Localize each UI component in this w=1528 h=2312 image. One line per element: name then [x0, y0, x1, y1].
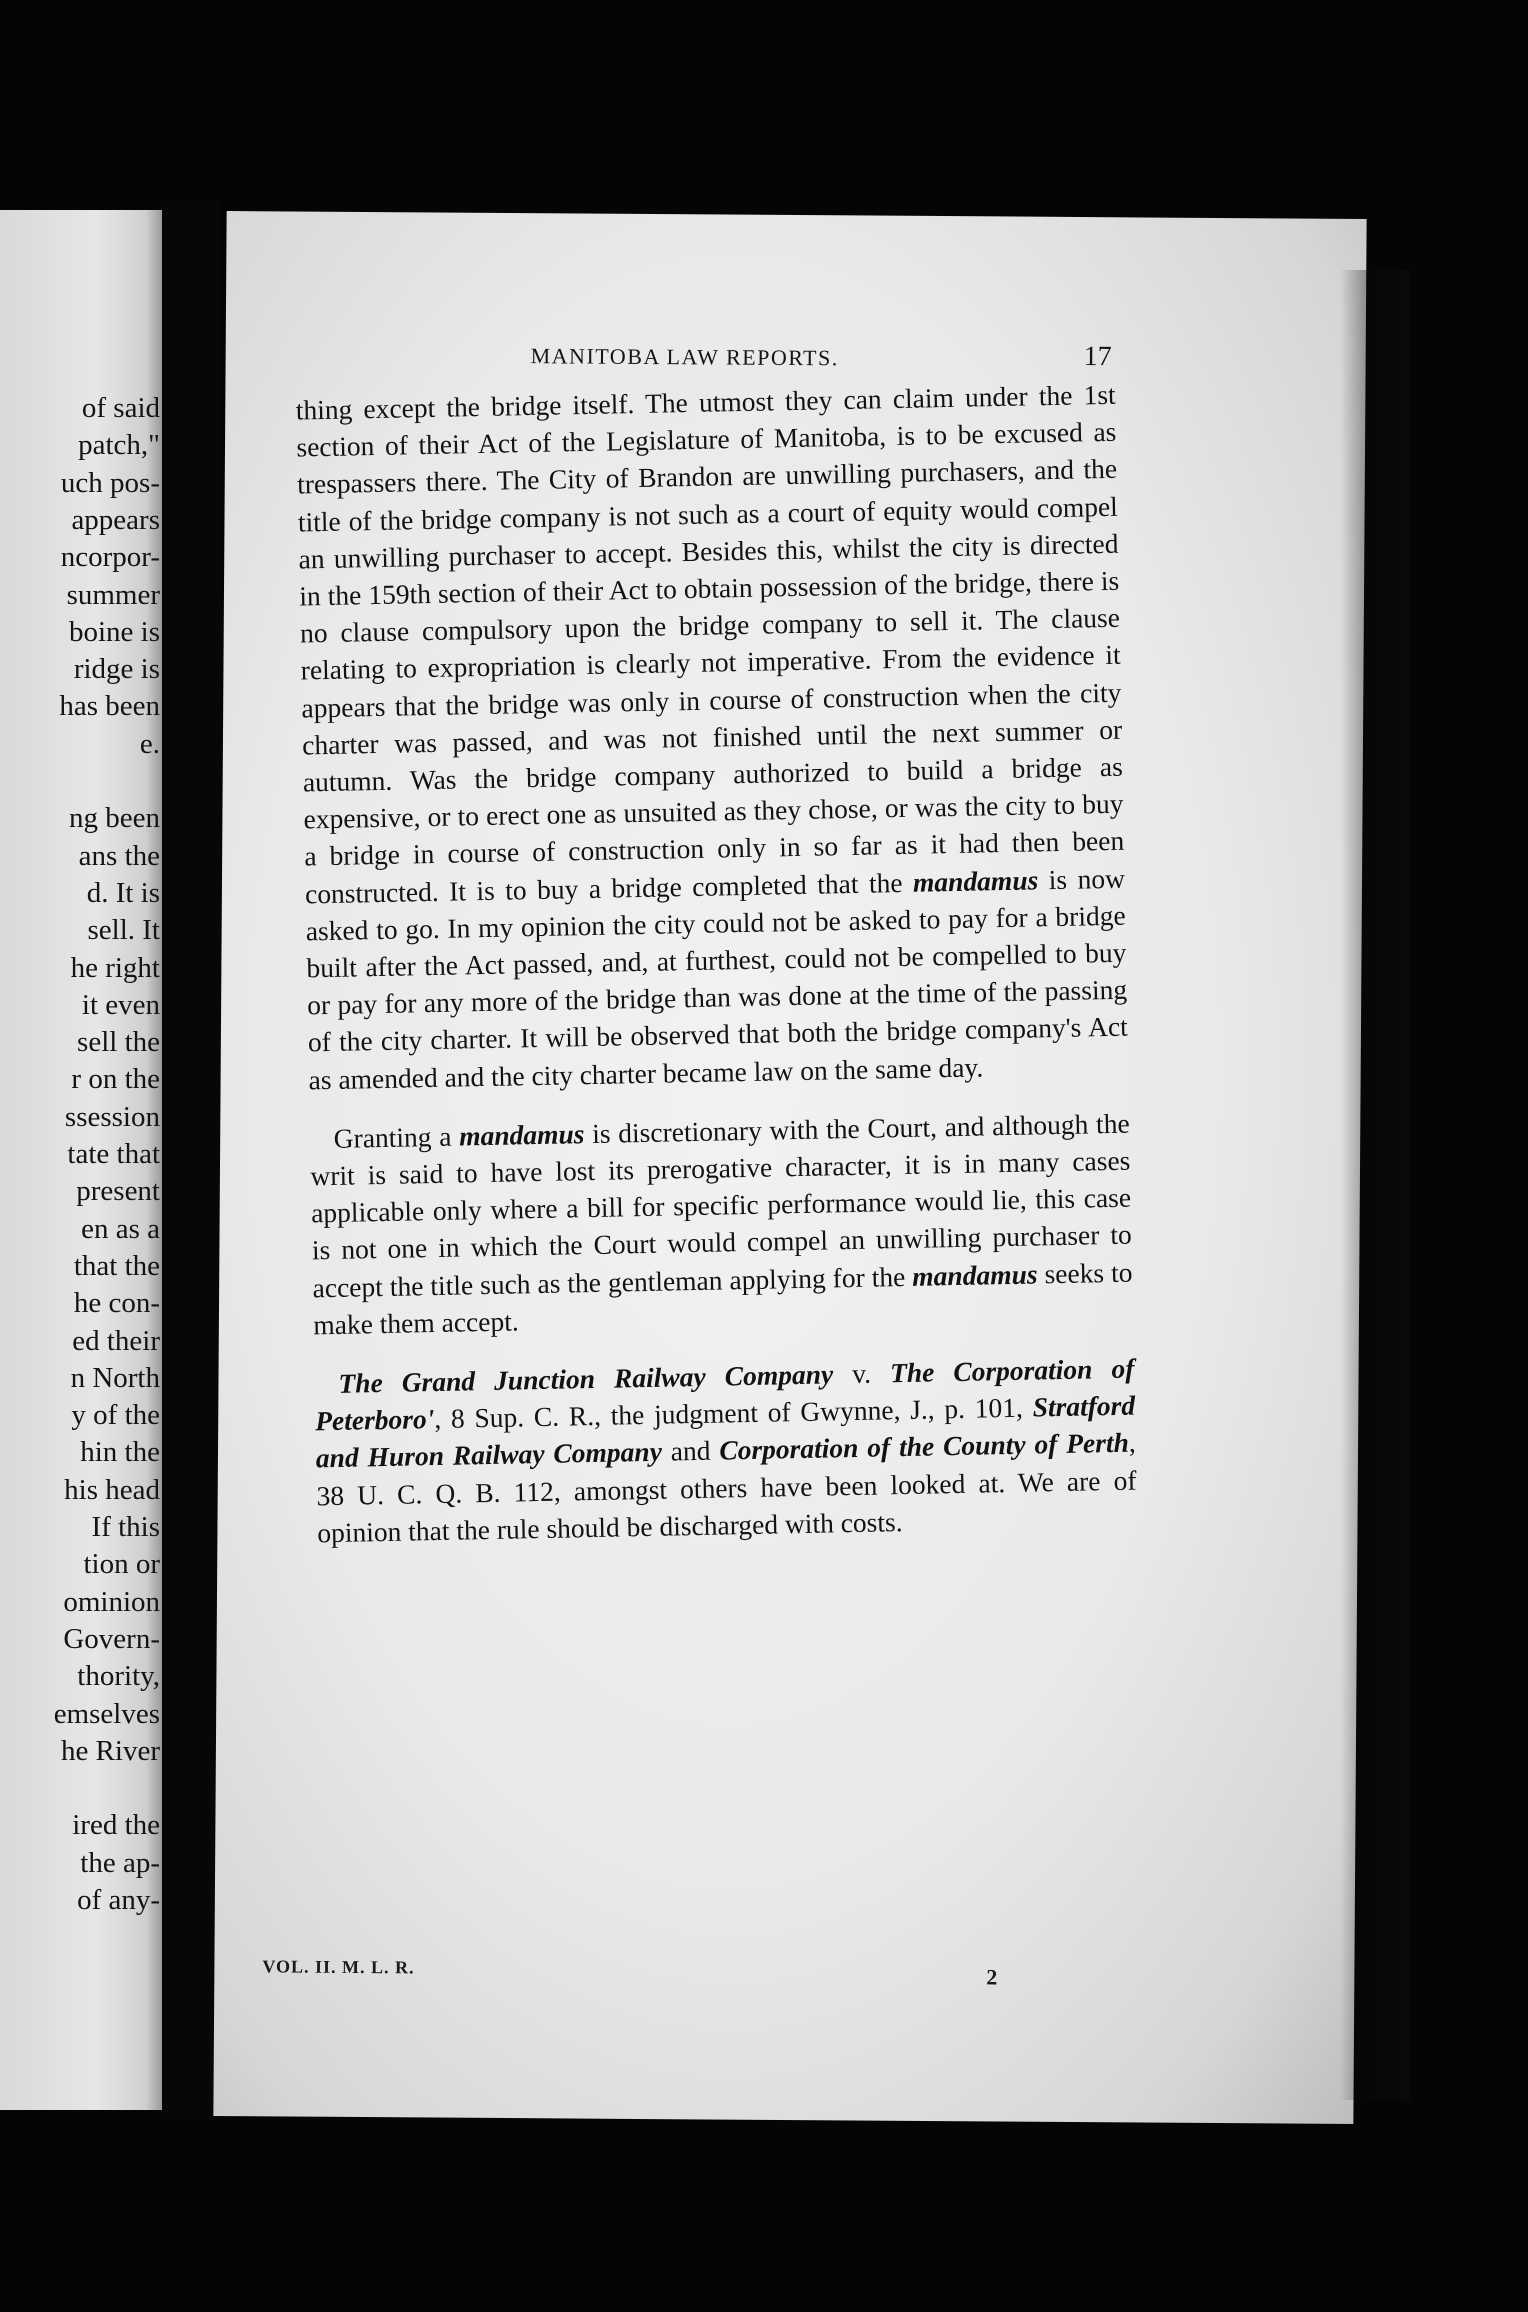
left-page-line: boine is — [68, 615, 160, 648]
italic-run: The Grand Junction Railway Company — [338, 1358, 834, 1399]
left-page-line: he right — [70, 951, 160, 984]
left-page-line: emselves — [53, 1697, 160, 1730]
left-page-line: ired the — [72, 1809, 160, 1842]
left-page-line: he con- — [73, 1287, 160, 1320]
italic-run: mandamus — [458, 1117, 585, 1152]
text-run: and — [661, 1435, 720, 1468]
left-page-line: ssession — [64, 1100, 160, 1133]
left-page-line: present — [76, 1175, 160, 1208]
left-page-line: his head — [64, 1473, 160, 1506]
left-page-line: ans the — [78, 839, 160, 872]
book-gutter — [162, 200, 220, 2120]
main-page — [213, 211, 1366, 2124]
left-page-line: If this — [91, 1511, 160, 1543]
text-run: , 38 U. C. Q. B. 112, amongst others have been looked at. We are of opinion that the rule should be discharged with costs. — [316, 1427, 1137, 1549]
text-run: v. — [832, 1357, 891, 1390]
left-page-line: of said — [81, 392, 160, 424]
page-number: 17 — [1083, 341, 1112, 373]
left-page-line: e. — [139, 727, 160, 760]
left-page-line: it even — [81, 988, 160, 1021]
italic-run: Stratford and Huron Railway Company — [315, 1389, 1136, 1474]
left-page-line: en as a — [81, 1212, 160, 1245]
footer-signature: VOL. II. M. L. R. — [262, 1956, 415, 1978]
italic-run: Corporation of the County of Perth — [719, 1427, 1130, 1467]
paragraph-1 — [295, 376, 1128, 1098]
left-page-line: uch pos- — [60, 466, 160, 499]
left-page-line: ed their — [72, 1324, 160, 1357]
left-page-line: d. It is — [86, 876, 160, 909]
left-page-line: of any- — [77, 1884, 160, 1916]
left-page-line: hin the — [80, 1436, 160, 1469]
text-run: Granting a — [333, 1120, 460, 1154]
italic-run: mandamus — [912, 864, 1039, 898]
left-page-line: summer — [66, 578, 160, 611]
page-edge-shadow — [1340, 270, 1410, 2100]
left-page-line: sell. It — [87, 914, 160, 947]
left-page-line: ncorpor- — [60, 541, 160, 574]
left-page-line: n North — [70, 1361, 160, 1394]
left-page-line: patch," — [78, 429, 160, 462]
left-page-line: ng been — [69, 802, 160, 835]
left-page-line: r on the — [71, 1063, 160, 1096]
left-page-line: thority, — [77, 1660, 160, 1693]
left-page-line: ridge is — [73, 653, 160, 686]
body-text — [295, 376, 1138, 1574]
paragraph-3 — [314, 1350, 1137, 1552]
left-page-line: y of the — [71, 1399, 160, 1432]
left-page-line: tate that — [67, 1138, 160, 1170]
text-run: , 8 Sup. C. R., the judgment of Gwynne, J., p. 101, — [434, 1391, 1033, 1435]
text-run: seeks to make them accept. — [313, 1256, 1133, 1341]
left-page-line: he River — [60, 1734, 160, 1767]
left-page-line: the ap- — [80, 1846, 160, 1879]
left-page-line: has been — [59, 690, 160, 723]
footer-signature-mark: 2 — [986, 1964, 998, 1990]
left-facing-page — [0, 210, 162, 2110]
left-page-line: ominion — [63, 1585, 160, 1618]
text-run: thing except the bridge itself. The utmost they can claim under the 1st section of their Act of the Legislature of Manitoba, is to be excused as trespassers there. The City of Brandon are unwilling purchasers, and the title of the bridge company is not such as a court of equity would compel an unwilling purchaser to accept. Besides this, whilst the city is directed in the 159th section of their Act to obtain possession of the bridge, there is no clause compulsory upon the bridge company to sell it. The clause relating to expropriation is clearly not imperative. From the evidence it appears that the bridge was only in course of construction when the city charter was passed, and was not finished until the next summer or autumn. Was the bridge company authorized to build a bridge as expensive, or to erect one as unsuited as they chose, or was the city to buy a bridge in course of construction only in so far as it had then been constructed. It is to buy a bridge completed that the — [295, 378, 1125, 910]
text-run: is now asked to go. In my opinion the city could not be asked to pay for a bridge built after the Act passed, and, at furthest, could not be compelled to buy or pay for any more of the bridge than was done at the time of the passing of the city charter. It will be observed that both the bridge company's Act as amended and the city charter became law on the same day. — [305, 862, 1129, 1096]
running-head: MANITOBA LAW REPORTS. — [530, 343, 839, 371]
left-page-line: Govern- — [63, 1622, 160, 1655]
italic-run: The Corporation of Peterboro' — [314, 1352, 1135, 1437]
left-page-line: tion or — [83, 1548, 160, 1581]
text-run: is discretionary with the Court, and although the writ is said to have lost its prerogative character, it is in many cases applicable only where a bill for specific performance would lie, this case is not one in which the Court would compel an unwilling purchaser to accept the title such as the gentleman applying for the — [310, 1107, 1133, 1304]
italic-run: mandamus — [911, 1258, 1038, 1292]
left-page-line: that the — [73, 1249, 160, 1282]
left-page-line: sell the — [77, 1026, 160, 1059]
paragraph-2 — [309, 1105, 1133, 1344]
left-page-line: appears — [71, 503, 160, 536]
